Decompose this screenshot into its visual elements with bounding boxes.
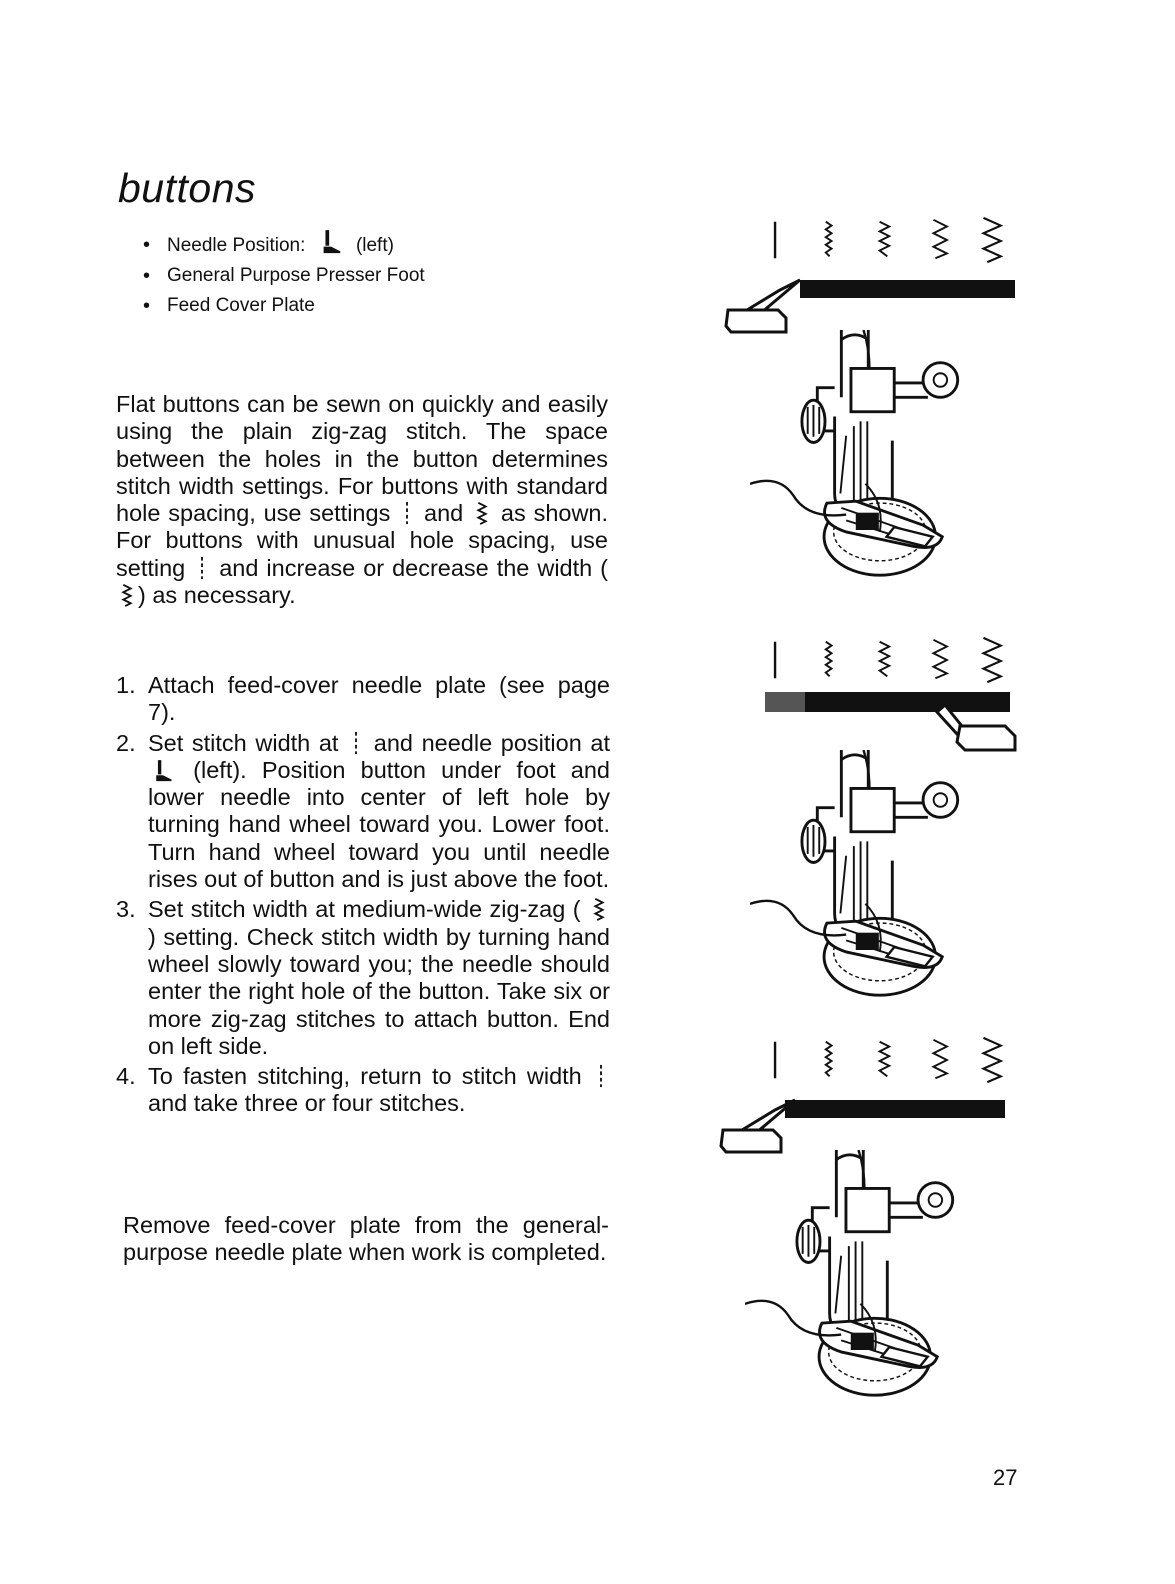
requirement-item bbox=[143, 230, 425, 261]
step-number: 3. bbox=[116, 896, 136, 923]
sewing-illustration-2 bbox=[720, 630, 1020, 1010]
left-needle-position-icon bbox=[152, 760, 174, 782]
step-text: (left). Position button under foot and lower needle into center of left hole by turning hand wheel toward you. Lower foot. Turn hand wheel toward you until needle rises out of button and is just above the foot. bbox=[148, 756, 610, 893]
step-text: Attach feed-cover needle plate (see page 7). bbox=[148, 672, 610, 726]
requirement-label: Needle Position: bbox=[167, 235, 306, 256]
steps-list bbox=[116, 672, 610, 1121]
requirement-label: Feed Cover Plate bbox=[167, 295, 315, 316]
sewing-illustration-1 bbox=[720, 210, 1020, 580]
stitch-width-selector-icon bbox=[774, 218, 1001, 262]
figure-1 bbox=[720, 210, 1020, 580]
intro-text: ) bbox=[138, 582, 146, 609]
requirement-item bbox=[143, 291, 425, 321]
stitch-width-selector-icon bbox=[774, 638, 1001, 682]
left-needle-position-icon bbox=[319, 230, 343, 254]
step-text: To fasten stitching, return to stitch width bbox=[148, 1063, 582, 1090]
intro-text: as necessary. bbox=[152, 582, 296, 609]
figure-2 bbox=[720, 630, 1020, 1010]
step-text: Set stitch width at medium-wide zig-zag ( bbox=[148, 896, 581, 923]
figure-3 bbox=[715, 1030, 1015, 1400]
intro-text: Flat buttons can be sewn on quickly and easily using the plain zig-zag stitch. The space between the holes in the button determines stitch width settings. For buttons with standard hole spacing, use settings bbox=[116, 391, 608, 527]
step-item bbox=[116, 730, 610, 894]
closing-paragraph: Remove feed-cover plate from the general-purpose needle plate when work is completed. bbox=[123, 1212, 609, 1266]
step-text: and take three or four stitches. bbox=[148, 1090, 466, 1117]
zigzag-stitch-icon bbox=[120, 583, 134, 607]
step-number: 2. bbox=[116, 729, 136, 756]
intro-text: and bbox=[424, 500, 464, 527]
zigzag-stitch-icon bbox=[475, 501, 489, 525]
straight-stitch-dots-icon bbox=[402, 501, 412, 525]
intro-text: as shown. For buttons with unusual hole spacing, use setting bbox=[116, 500, 609, 581]
intro-paragraph bbox=[116, 391, 608, 609]
step-number: 4. bbox=[116, 1063, 136, 1090]
sewing-illustration-3 bbox=[715, 1030, 1015, 1400]
straight-stitch-dots-icon bbox=[596, 1064, 606, 1088]
stitch-width-selector-icon bbox=[774, 1038, 1001, 1082]
requirements-list bbox=[143, 230, 425, 321]
step-text: Set stitch width at bbox=[148, 729, 339, 756]
step-text: and needle position at bbox=[373, 729, 611, 756]
page-title: buttons bbox=[118, 165, 256, 212]
page-number: 27 bbox=[993, 1465, 1018, 1490]
intro-text: and increase or decrease the width ( bbox=[219, 554, 609, 581]
step-text: ) setting. Check stitch width by turning hand wheel slowly toward you; the needle should enter the right hole of the button. Take six or more zig-zag stitches to attach button. End on left side. bbox=[148, 923, 610, 1059]
step-item bbox=[116, 1063, 610, 1118]
requirement-label: General Purpose Presser Foot bbox=[167, 265, 425, 286]
straight-stitch-dots-icon bbox=[197, 556, 207, 580]
requirement-suffix: (left) bbox=[355, 235, 394, 256]
requirement-item bbox=[143, 261, 425, 291]
zigzag-stitch-icon bbox=[592, 897, 606, 921]
step-number: 1. bbox=[116, 672, 136, 698]
straight-stitch-dots-icon bbox=[351, 731, 361, 755]
step-item bbox=[116, 672, 610, 727]
step-item bbox=[116, 896, 610, 1060]
